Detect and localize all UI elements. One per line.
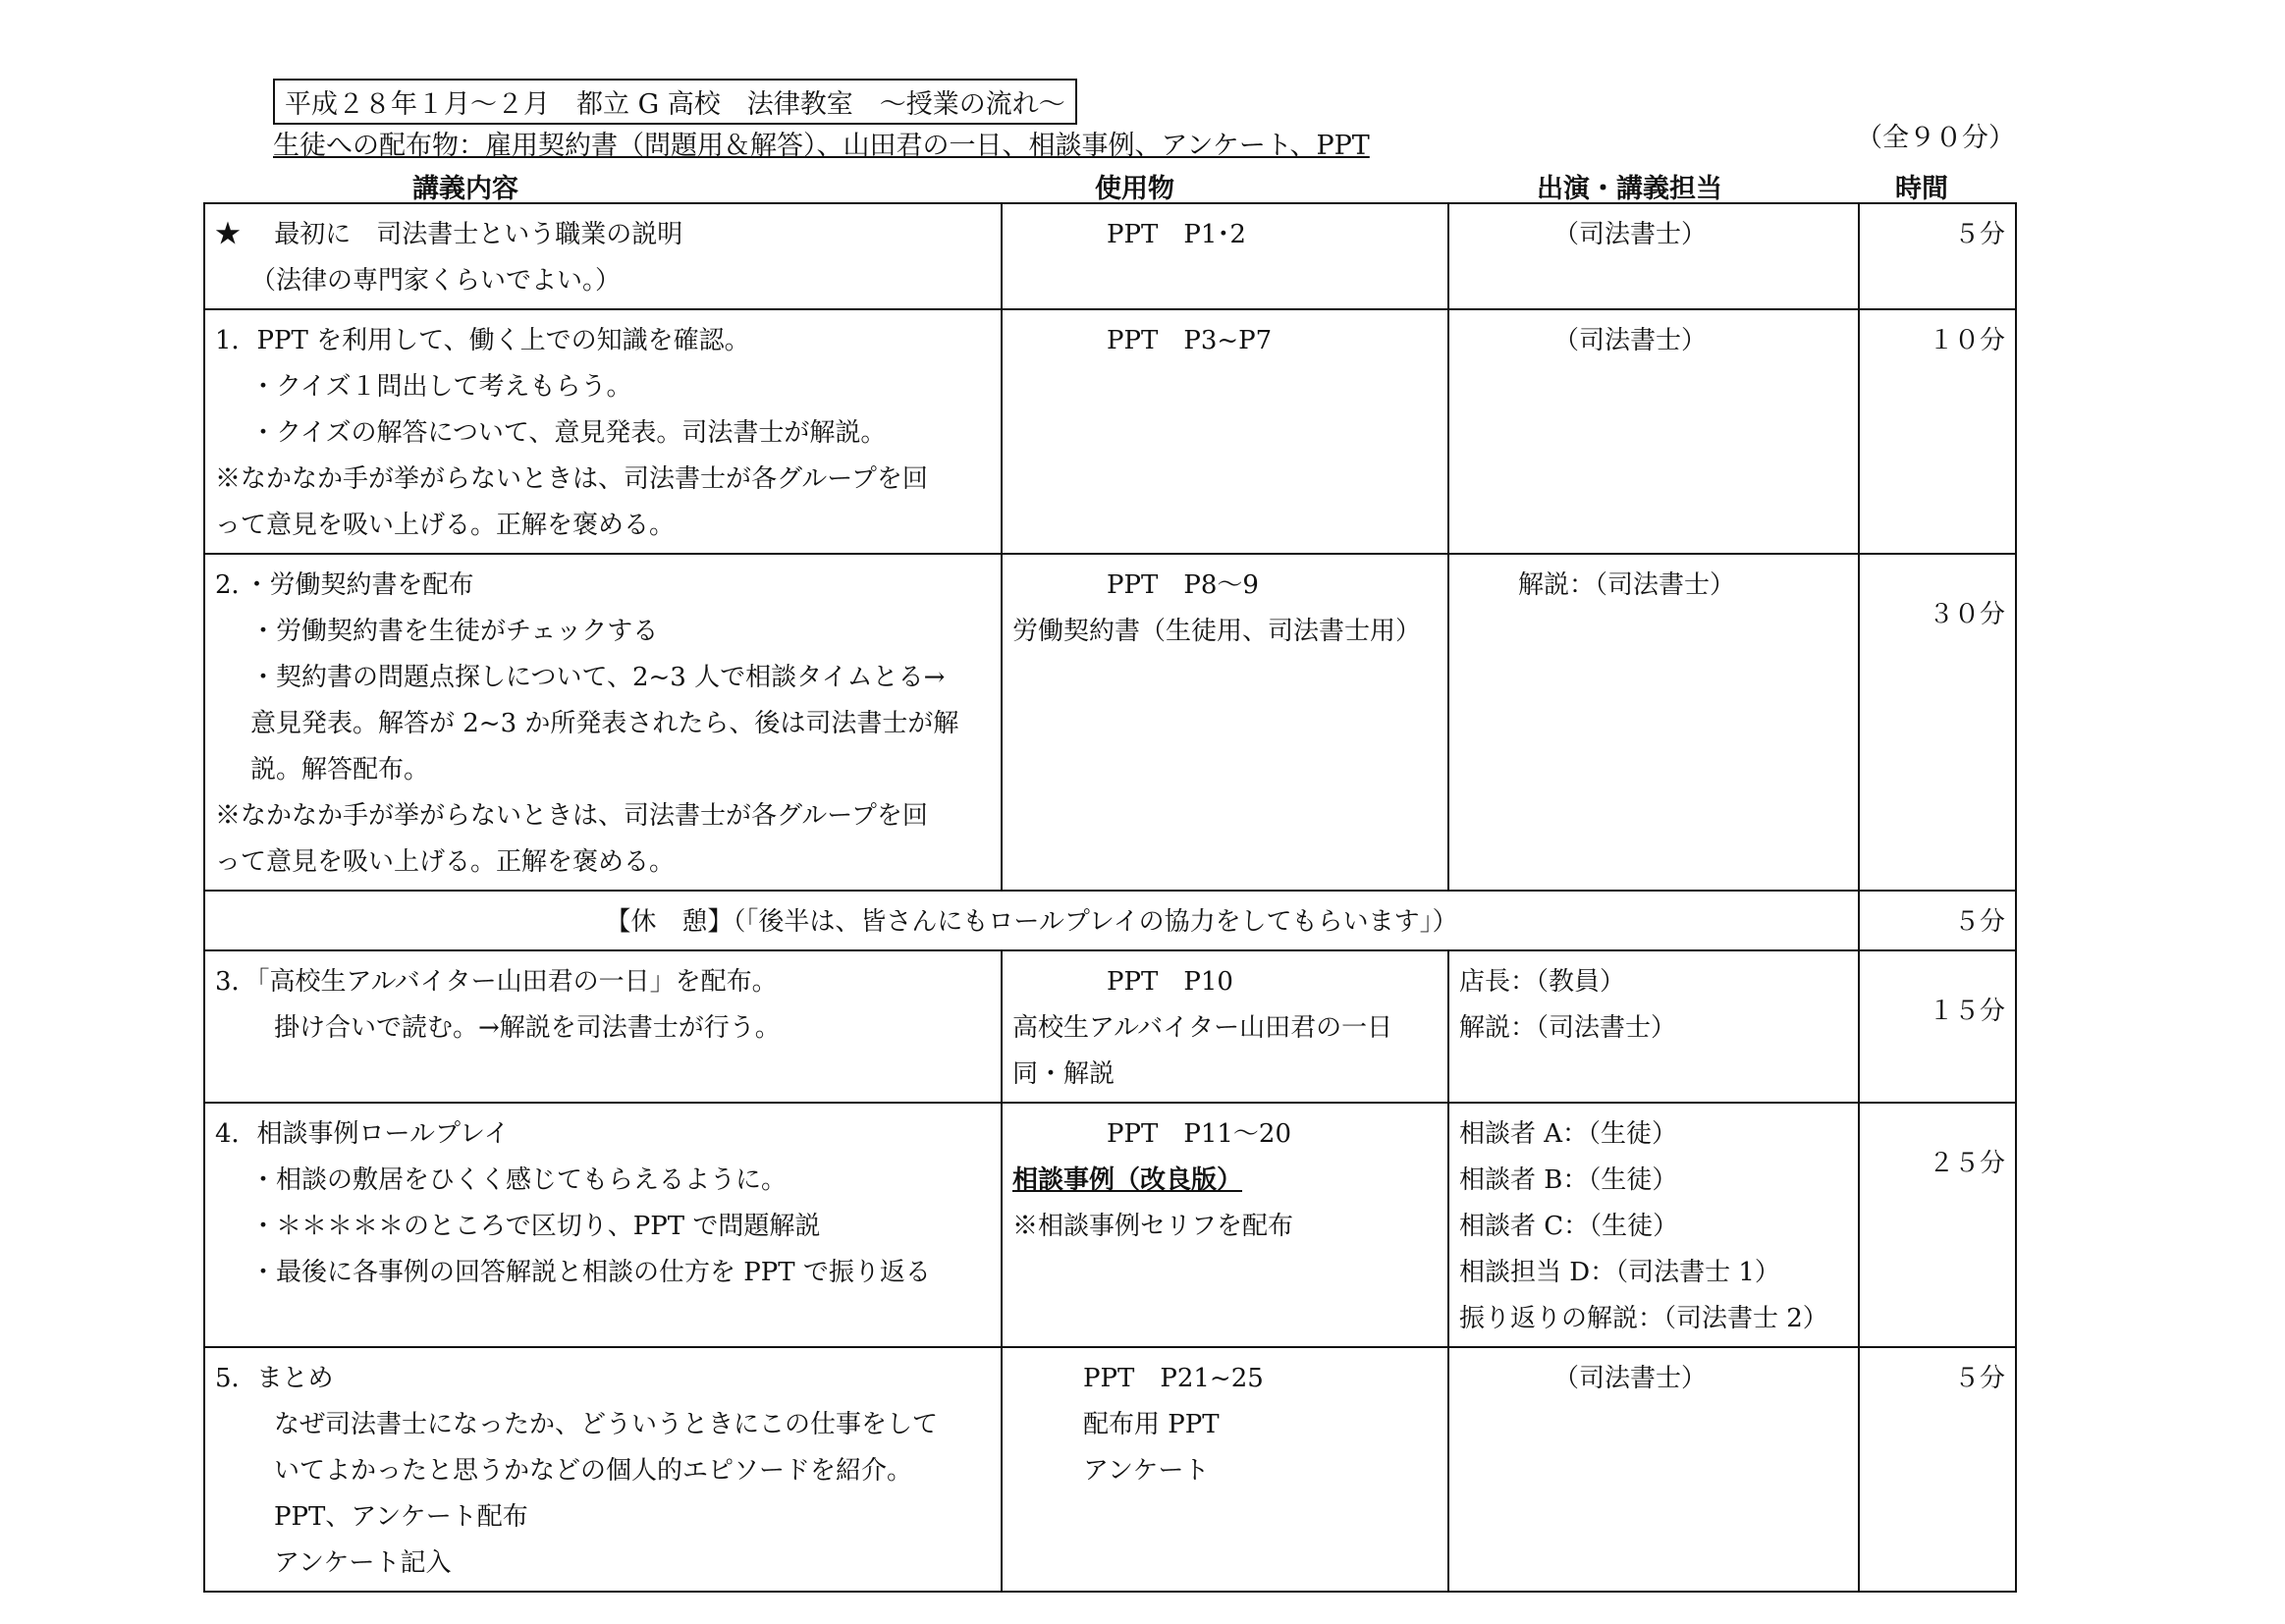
materials-cell (1002, 1103, 1448, 1347)
time-cell: １０分 (1859, 309, 2016, 554)
content-line: って意見を吸い上げる。正解を褒める。 (215, 511, 676, 540)
table-row (204, 309, 2016, 554)
column-header-content: 講義内容 (412, 174, 518, 204)
performers-line: （司法書士） (1553, 220, 1708, 249)
time-cell: ５分 (1859, 203, 2016, 309)
content-line: ※なかなか手が挙がらないときは、司法書士が各グループを回 (215, 464, 928, 494)
content-line: アンケート記入 (274, 1548, 452, 1578)
materials-line: PPT P21~25 (1083, 1364, 1264, 1393)
content-cell (204, 203, 1002, 309)
content-line: PPT、アンケート配布 (274, 1502, 528, 1532)
materials-line: 配布用 PPT (1083, 1410, 1220, 1439)
table-row (204, 1103, 2016, 1347)
performers-line: 相談者 A：（生徒） (1459, 1119, 1678, 1149)
content-line: 2．・労働契約書を配布 (215, 570, 474, 600)
content-cell (204, 309, 1002, 554)
table-row (204, 203, 2016, 309)
performers-cell (1448, 554, 1859, 891)
materials-line: 相談事例（改良版） (1012, 1165, 1243, 1195)
materials-line: アンケート (1083, 1456, 1210, 1486)
performers-line: 相談者 C：（生徒） (1459, 1212, 1679, 1241)
performers-line: 振り返りの解説：（司法書士 2） (1459, 1304, 1828, 1333)
performers-cell (1448, 950, 1859, 1103)
content-line: 意見発表。解答が 2~3 か所発表されたら、後は司法書士が解 (250, 709, 959, 738)
performers-line: 相談担当 D：（司法書士 1） (1459, 1258, 1780, 1287)
performers-cell (1448, 1103, 1859, 1347)
content-line: ・契約書の問題点探しについて、2~3 人で相談タイムとる→ (250, 663, 946, 692)
document-title: 平成２８年１月～２月 都立 G 高校 法律教室 ～授業の流れ～ (273, 79, 1077, 125)
performers-line: 解説：（司法書士） (1518, 570, 1736, 600)
performers-cell (1448, 203, 1859, 309)
content-line: ・労働契約書を生徒がチェックする (250, 617, 659, 646)
materials-line: PPT P1･2 (1107, 220, 1246, 249)
time-cell: ５分 (1859, 1347, 2016, 1592)
materials-cell (1002, 554, 1448, 891)
content-line: ★ 最初に 司法書士という職業の説明 (215, 220, 683, 249)
column-header-time: 時間 (1895, 174, 1948, 204)
performers-line: （司法書士） (1553, 1364, 1708, 1393)
materials-line: PPT P8～9 (1107, 570, 1259, 600)
materials-line: PPT P10 (1107, 967, 1233, 997)
total-time: （全９０分） (1856, 123, 2015, 153)
table-row (204, 1347, 2016, 1592)
table-row (204, 891, 2016, 950)
content-line: ・相談の敷居をひくく感じてもらえるように。 (250, 1165, 788, 1195)
distribution-list: 生徒への配布物：雇用契約書（問題用＆解答）、山田君の一日、相談事例、アンケート、PPT (273, 131, 1370, 161)
materials-line: PPT P3~P7 (1107, 326, 1273, 355)
content-cell (204, 1103, 1002, 1347)
content-line: って意見を吸い上げる。正解を褒める。 (215, 847, 676, 877)
performers-cell (1448, 1347, 1859, 1592)
materials-cell (1002, 1347, 1448, 1592)
time-value: １５分 (1928, 997, 2005, 1026)
content-line: ・クイズ１問出して考えもらう。 (250, 372, 632, 402)
content-line: （法律の専門家くらいでよい。） (250, 266, 622, 296)
performers-cell (1448, 309, 1859, 554)
column-header-performers: 出演・講義担当 (1537, 174, 1722, 204)
content-line: なぜ司法書士になったか、どういうときにこの仕事をして (274, 1410, 939, 1439)
materials-cell (1002, 950, 1448, 1103)
time-cell: ５分 (1859, 891, 2016, 950)
break-cell: 【休 憩】（「後半は、皆さんにもロールプレイの協力をしてもらいます」） (204, 891, 1859, 950)
content-line: 掛け合いで読む。→解説を司法書士が行う。 (274, 1013, 781, 1043)
materials-line: 同・解説 (1012, 1059, 1115, 1089)
content-line: ・＊＊＊＊＊のところで区切り、PPT で問題解説 (250, 1212, 821, 1241)
materials-line: PPT P11～20 (1107, 1119, 1291, 1149)
content-cell (204, 554, 1002, 891)
content-line: 4．相談事例ロールプレイ (215, 1119, 510, 1149)
time-cell (1859, 950, 2016, 1103)
content-line: いてよかったと思うかなどの個人的エピソードを紹介。 (274, 1456, 913, 1486)
materials-line: ※相談事例セリフを配布 (1012, 1212, 1294, 1241)
time-value: ２５分 (1928, 1149, 2005, 1178)
column-header-materials: 使用物 (1095, 174, 1174, 204)
time-cell (1859, 554, 2016, 891)
time-value: ３０分 (1928, 600, 2005, 629)
content-cell (204, 950, 1002, 1103)
materials-cell (1002, 203, 1448, 309)
content-line: ※なかなか手が挙がらないときは、司法書士が各グループを回 (215, 801, 928, 831)
lesson-table (203, 202, 2017, 1593)
content-line: 3．「高校生アルバイター山田君の一日」を配布。 (215, 967, 778, 997)
performers-line: 解説：（司法書士） (1459, 1013, 1677, 1043)
materials-line: 労働契約書（生徒用、司法書士用） (1012, 617, 1422, 646)
content-line: 5．まとめ (215, 1364, 334, 1393)
content-line: 説。解答配布。 (250, 755, 430, 785)
content-line: ・クイズの解答について、意見発表。司法書士が解説。 (250, 418, 887, 448)
materials-line: 高校生アルバイター山田君の一日 (1012, 1013, 1393, 1043)
table-row (204, 950, 2016, 1103)
performers-line: 相談者 B：（生徒） (1459, 1165, 1678, 1195)
performers-line: 店長：（教員） (1459, 967, 1626, 997)
table-row (204, 554, 2016, 891)
content-line: 1．PPT を利用して、働く上での知識を確認。 (215, 326, 750, 355)
materials-cell (1002, 309, 1448, 554)
time-cell (1859, 1103, 2016, 1347)
performers-line: （司法書士） (1553, 326, 1708, 355)
content-cell (204, 1347, 1002, 1592)
content-line: ・最後に各事例の回答解説と相談の仕方を PPT で振り返る (250, 1258, 931, 1287)
